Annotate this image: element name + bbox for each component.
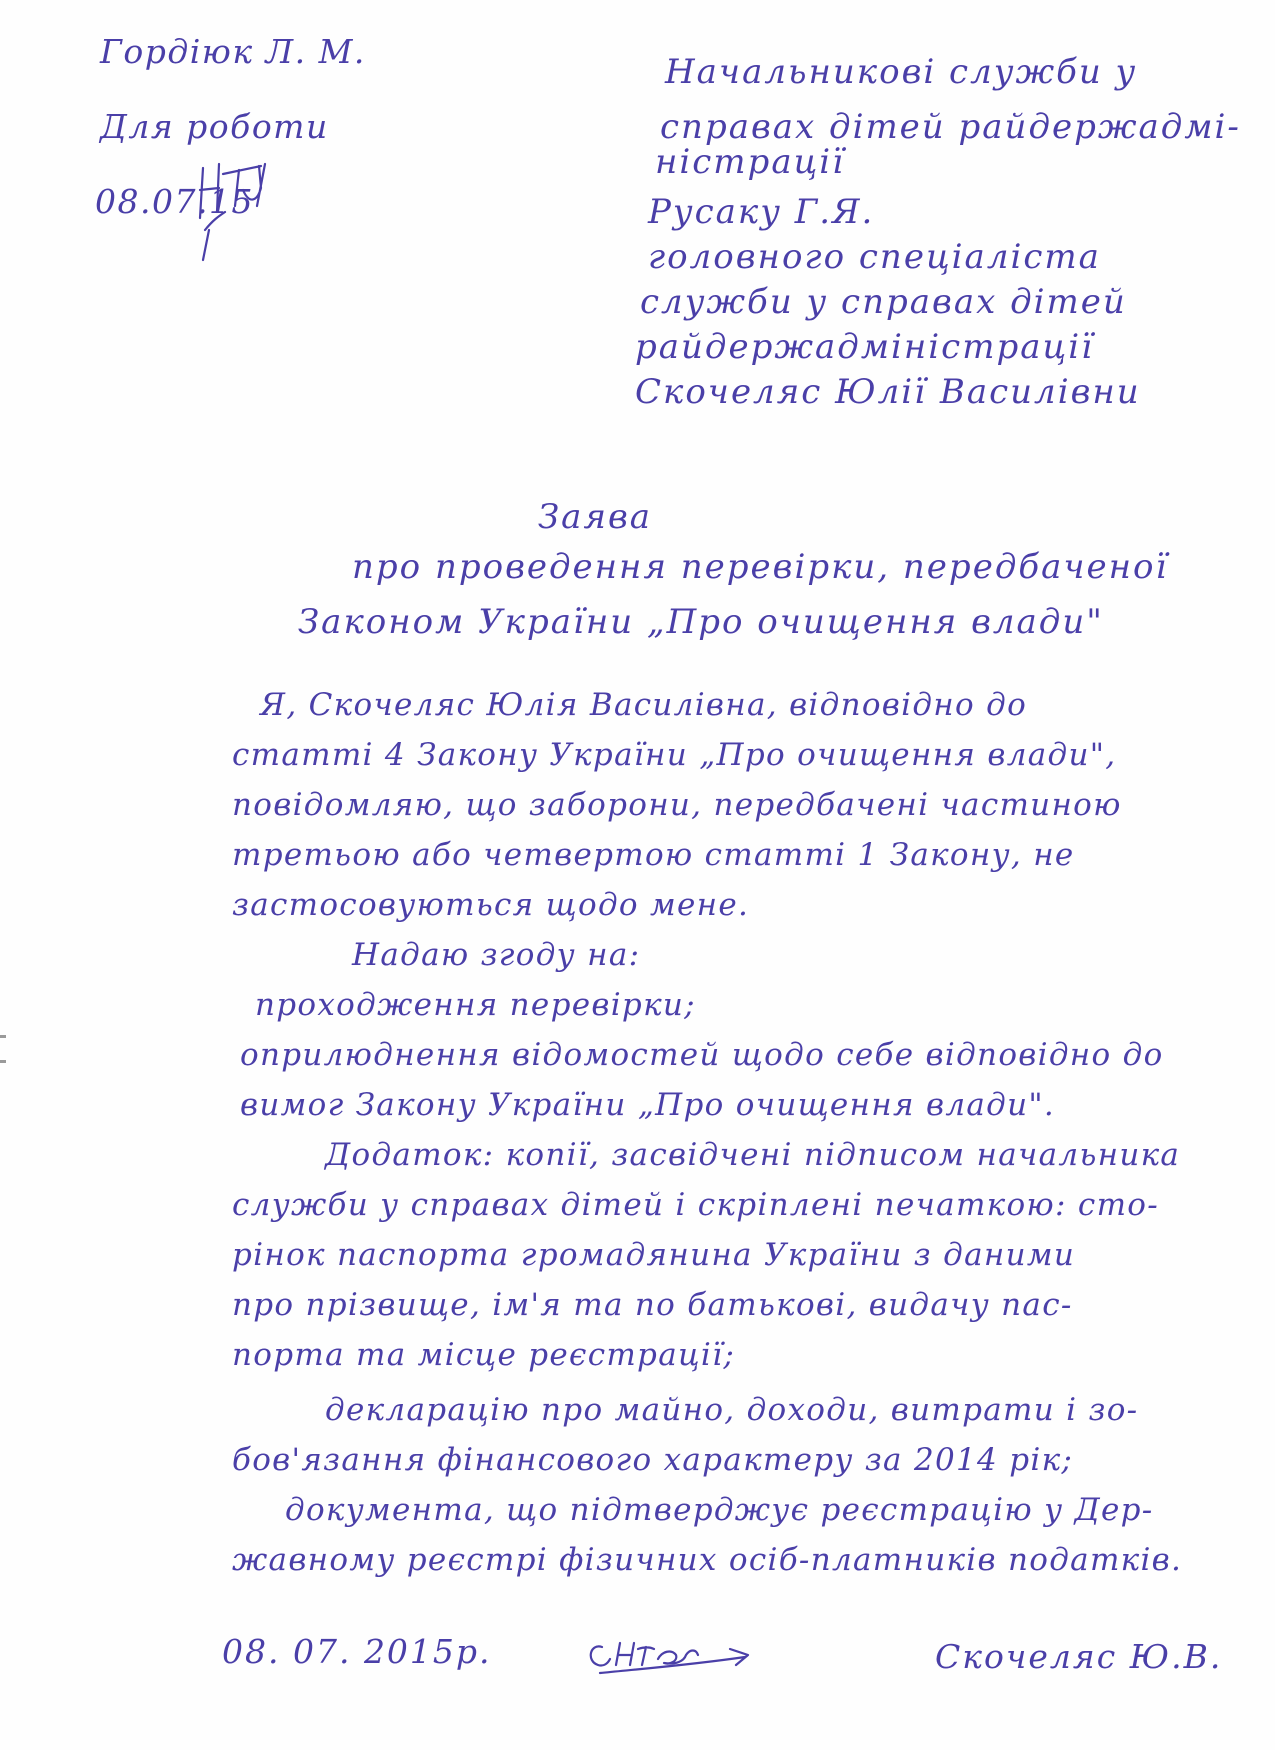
body-line: застосовуються щодо мене.	[232, 887, 750, 923]
body-line: оприлюднення відомостей щодо себе відповідно до	[240, 1037, 1164, 1073]
body-line: третьою або четвертою статті 1 Закону, не	[232, 837, 1075, 873]
body-line: бов'язання фінансового характеру за 2014 рік;	[232, 1442, 1074, 1478]
body-line: документа, що підтверджує реєстрацію у Дер-	[285, 1492, 1154, 1528]
body-line: статті 4 Закону України „Про очищення влади",	[232, 737, 1117, 773]
addressee-line: ністрації	[655, 142, 846, 182]
body-line: вимог Закону України „Про очищення влади".	[240, 1087, 1056, 1123]
signer-name: Скочеляс Ю.В.	[935, 1637, 1223, 1676]
addressee-line: служби у справах дітей	[640, 282, 1127, 322]
resolution-signature	[195, 150, 285, 270]
addressee-line: Скочеляс Юлії Василівни	[635, 372, 1141, 412]
statement-date: 08. 07. 2015р.	[222, 1632, 492, 1671]
addressee-line: Начальникові служби у	[665, 52, 1138, 92]
body-line: Надаю згоду на:	[352, 937, 641, 973]
body-line: Я, Скочеляс Юлія Василівна, відповідно до	[260, 687, 1028, 723]
body-line: повідомляю, що заборони, передбачені частиною	[232, 787, 1122, 823]
document-subtitle-line: Законом України „Про очищення влади"	[298, 602, 1104, 642]
body-line: жавному реєстрі фізичних осіб-платників податків.	[232, 1542, 1183, 1578]
body-line: декларацію про майно, доходи, витрати і зо-	[325, 1392, 1139, 1428]
addressee-line: справах дітей райдержадмі-	[660, 107, 1241, 147]
resolution-instruction: Для роботи	[100, 107, 329, 146]
document-heading: Заява	[538, 497, 653, 537]
body-line: про прізвище, ім'я та по батькові, видачу пас-	[232, 1287, 1073, 1323]
document-subtitle-line: про проведення перевірки, передбаченої	[352, 547, 1169, 587]
addressee-line: Русаку Г.Я.	[648, 192, 875, 232]
resolution-assignee: Гордіюк Л. М.	[100, 32, 366, 71]
body-line: порта та місце реєстрації;	[232, 1337, 736, 1373]
body-line: служби у справах дітей і скріплені печаткою: сто-	[232, 1187, 1160, 1223]
resolution-date: 08.07.15	[95, 182, 254, 221]
body-line: Додаток: копії, засвідчені підписом начальника	[325, 1137, 1181, 1173]
addressee-line: головного спеціаліста	[648, 237, 1101, 277]
scan-edge-mark	[0, 1035, 6, 1038]
body-line: рінок паспорта громадянина України з даними	[232, 1237, 1076, 1273]
scan-edge-mark	[0, 1060, 6, 1063]
body-line: проходження перевірки;	[255, 987, 696, 1023]
addressee-line: райдержадміністрації	[635, 327, 1094, 367]
applicant-signature	[580, 1625, 760, 1685]
